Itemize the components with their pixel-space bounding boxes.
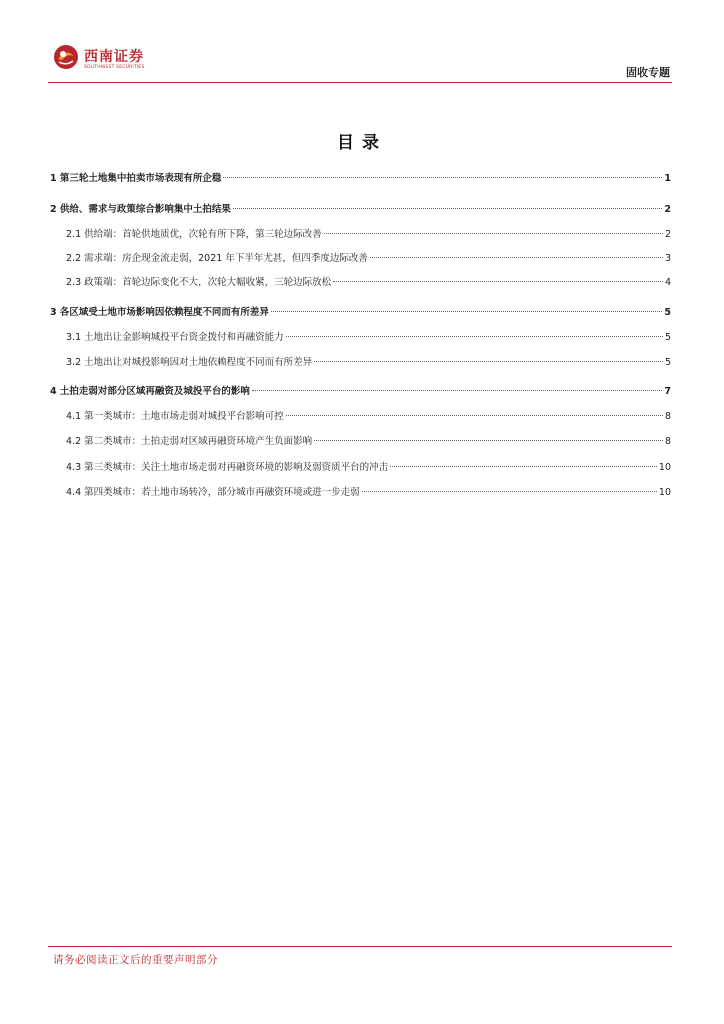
toc-entry-page: 2 bbox=[664, 204, 671, 215]
toc-leader-dots bbox=[223, 177, 662, 178]
toc-entry-4-4[interactable] bbox=[50, 484, 671, 500]
toc-entry-page: 1 bbox=[664, 173, 671, 184]
toc-leader-dots bbox=[286, 336, 663, 337]
disclaimer-note: 请务必阅读正文后的重要声明部分 bbox=[53, 954, 218, 966]
logo-emblem-icon bbox=[53, 44, 79, 70]
logo-text-cn: 西南证券 bbox=[84, 49, 144, 65]
toc-entry-page: 10 bbox=[658, 487, 671, 498]
toc-entry-page: 8 bbox=[664, 411, 671, 422]
toc-entry-2-2[interactable] bbox=[50, 250, 671, 266]
toc-leader-dots bbox=[252, 390, 662, 391]
toc-leader-dots bbox=[390, 466, 657, 467]
toc-leader-dots bbox=[233, 208, 662, 209]
toc-entry-label: 2.3 政策端：首轮边际变化不大，次轮大幅收紧，三轮边际放松 bbox=[66, 277, 332, 288]
footer-divider bbox=[48, 946, 672, 947]
toc-leader-dots bbox=[370, 257, 663, 258]
toc-entry-4-2[interactable] bbox=[50, 433, 671, 449]
toc-entry-2-1[interactable] bbox=[50, 226, 671, 242]
toc-entry-page: 5 bbox=[664, 307, 671, 318]
toc-entry-label: 3.1 土地出让金影响城投平台资金拨付和再融资能力 bbox=[66, 332, 284, 343]
toc-entry-label: 2.2 需求端：房企现金流走弱，2021 年下半年尤甚，但四季度边际改善 bbox=[66, 253, 368, 264]
toc-entry-4-3[interactable] bbox=[50, 459, 671, 475]
toc-leader-dots bbox=[333, 281, 663, 282]
toc-leader-dots bbox=[286, 415, 663, 416]
toc-entry-page: 5 bbox=[664, 332, 671, 343]
toc-entry-label: 3.2 土地出让对城投影响因对土地依赖程度不同而有所差异 bbox=[66, 357, 313, 368]
toc-entry-page: 4 bbox=[664, 277, 671, 288]
company-logo bbox=[53, 44, 163, 74]
toc-entry-label: 2 供给、需求与政策综合影响集中土拍结果 bbox=[50, 204, 231, 215]
toc-entry-page: 2 bbox=[664, 229, 671, 240]
toc-entry-page: 8 bbox=[664, 436, 671, 447]
toc-entry-label: 2.1 供给端：首轮供地质优，次轮有所下降，第三轮边际改善 bbox=[66, 229, 322, 240]
toc-entry-page: 7 bbox=[664, 386, 671, 397]
toc-entry-3-2[interactable] bbox=[50, 354, 671, 370]
toc-entry-3-1[interactable] bbox=[50, 329, 671, 345]
toc-leader-dots bbox=[314, 361, 663, 362]
toc-entry-4[interactable] bbox=[50, 383, 671, 399]
toc-entry-4-1[interactable] bbox=[50, 408, 671, 424]
document-section-label: 固收专题 bbox=[626, 66, 670, 79]
toc-title: 目录 bbox=[337, 133, 387, 153]
toc-entry-label: 3 各区域受土地市场影响因依赖程度不同而有所差异 bbox=[50, 307, 269, 318]
toc-leader-dots bbox=[271, 311, 662, 312]
toc-entry-label: 4.4 第四类城市：若土地市场转冷，部分城市再融资环境或进一步走弱 bbox=[66, 487, 360, 498]
toc-entry-page: 3 bbox=[664, 253, 671, 264]
logo-text-en: SOUTHWEST SECURITIES bbox=[84, 65, 145, 70]
toc-entry-label: 4 土拍走弱对部分区域再融资及城投平台的影响 bbox=[50, 386, 250, 397]
toc-entry-2[interactable] bbox=[50, 201, 671, 217]
toc-entry-label: 1 第三轮土地集中拍卖市场表现有所企稳 bbox=[50, 173, 222, 184]
toc-entry-page: 10 bbox=[658, 462, 671, 473]
toc-entry-label: 4.2 第二类城市：土拍走弱对区域再融资环境产生负面影响 bbox=[66, 436, 313, 447]
toc-leader-dots bbox=[324, 233, 663, 234]
toc-entry-2-3[interactable] bbox=[50, 274, 671, 290]
toc-entry-1[interactable] bbox=[50, 170, 671, 186]
toc-entry-label: 4.3 第三类城市：关注土地市场走弱对再融资环境的影响及弱资质平台的冲击 bbox=[66, 462, 389, 473]
toc-entry-page: 5 bbox=[664, 357, 671, 368]
toc-leader-dots bbox=[314, 440, 663, 441]
toc-entry-3[interactable] bbox=[50, 304, 671, 320]
toc-leader-dots bbox=[362, 491, 657, 492]
toc-entry-label: 4.1 第一类城市：土地市场走弱对城投平台影响可控 bbox=[66, 411, 284, 422]
header-divider bbox=[48, 82, 672, 83]
